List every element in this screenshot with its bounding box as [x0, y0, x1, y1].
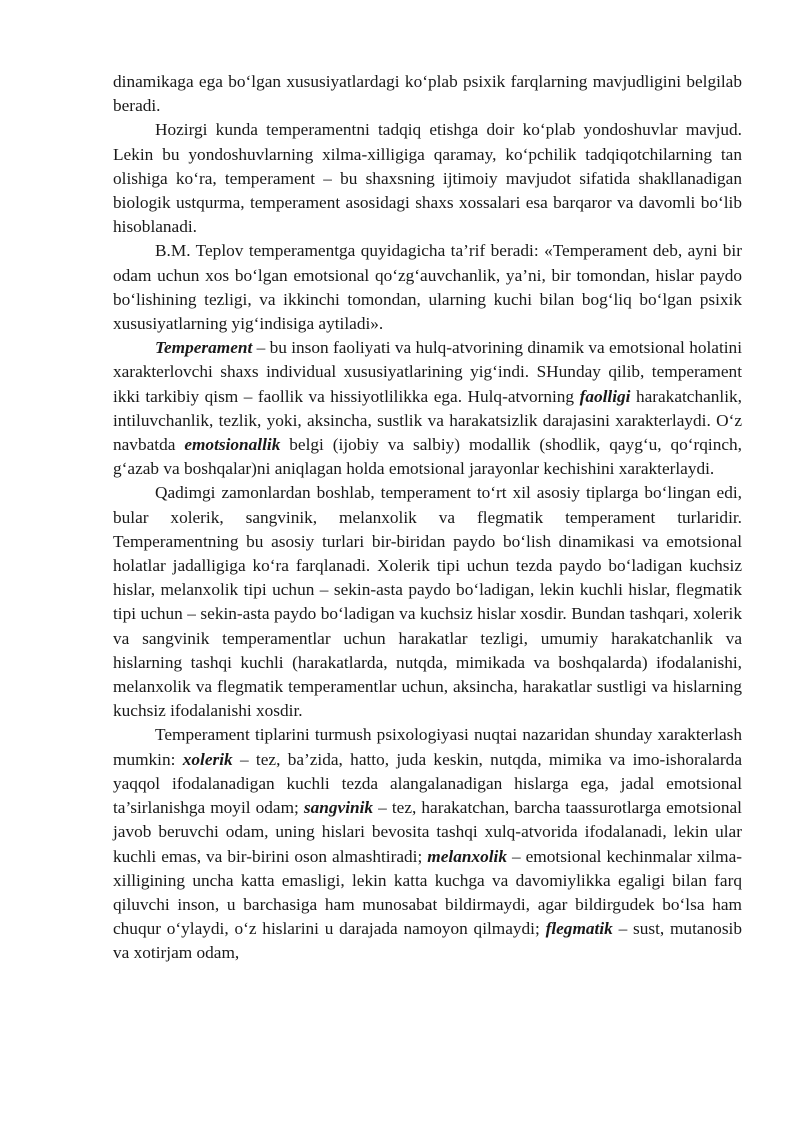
emphasized-term: faolligi	[579, 386, 631, 406]
paragraph-text: – sust, mutanosib va xotirjam odam,	[113, 919, 742, 963]
paragraph-text: harakatchanlik, intiluvchanlik, tezlik, yoki, aksincha, sustlik va harakatsizlik darajasini xarakterlaydi. O‘z navbatda	[113, 386, 742, 455]
paragraph-text: Qadimgi zamonlardan boshlab, temperament to‘rt xil asosiy tiplarga bo‘lingan edi, bular xolerik, sangvinik, melanxolik va flegmatik temperament turlaridir. Temperamentning bu asosiy turlari bir-biridan paydo bo‘lish dinamikasi va emotsional holatlar jadalligiga ko‘ra farqlanadi. Xolerik tipi uchun tezda paydo bo‘ladigan kuchsiz hislar, melanxolik tipi uchun – sekin-asta paydo bo‘ladigan, lekin kuchli hislar, flegmatik tipi uchun – sekin-asta paydo bo‘ladigan va kuchsiz hislar xosdir. Bundan tashqari, xolerik va sangvinik temperamentlar uchun harakatlar tezligi, umumiy harakatchanlik va hislarning tashqi kuchli (harakatlarda, nutqda, mimikada va boshqalarda) ifodalanishi, melanxolik va flegmatik temperamentlar uchun, aksincha, harakatlar sustligi va hislarning kuchsiz ifodalanishi xosdir.	[113, 483, 742, 721]
paragraph	[113, 723, 742, 965]
emphasized-term: Temperament	[155, 338, 253, 358]
paragraph	[113, 239, 742, 336]
emphasized-term: sangvinik	[303, 798, 374, 818]
paragraph-text: dinamikaga ega bo‘lgan xususiyatlardagi ko‘plab psixik farqlarning mavjudligini belgilab beradi.	[113, 72, 742, 116]
paragraph-text: – tez, ba’zida, hatto, juda keskin, nutqda, mimika va imo-ishoralarda yaqqol ifodalanadigan kuchli tezda alangalanadigan hislarga ega, jadal emotsional ta’sirlanishga moyil odam;	[113, 749, 742, 818]
paragraph	[113, 481, 742, 723]
emphasized-term: flegmatik	[545, 919, 613, 939]
emphasized-term: emotsionallik	[184, 435, 281, 455]
paragraph-text: – bu inson faoliyati va hulq-atvorining dinamik va emotsional holatini xarakterlovchi shaxs individual xususiyatlarining yig‘indi. SHunday qilib, temperament ikki tarkibiy qism – faollik va hissiyotlilikka ega. Hulq-atvorning	[113, 338, 742, 406]
paragraph-text: Temperament tiplarini turmush psixologiyasi nuqtai nazaridan shunday xarakterlash mumkin:	[113, 725, 742, 769]
emphasized-term: melanxolik	[427, 846, 507, 866]
paragraph	[113, 336, 742, 481]
document-page	[113, 70, 742, 966]
emphasized-term: xolerik	[182, 749, 233, 769]
paragraph-text: belgi (ijobiy va salbiy) modallik (shodlik, qayg‘u, qo‘rqinch, g‘azab va boshqalar)ni aniqlagan holda emotsional jarayonlar kechishini xarakterlaydi.	[113, 435, 742, 479]
paragraph-text: – tez, harakatchan, barcha taassurotlarga emotsional javob beruvchi odam, uning hislari bevosita tashqi xulq-atvorida ifodalanadi, lekin ular kuchli emas, va bir-birini oson almashtiradi;	[113, 798, 742, 866]
paragraph-text: Hozirgi kunda temperamentni tadqiq etishga doir ko‘plab yondoshuvlar mavjud. Lekin bu yondoshuvlarning xilma-xilligiga qaramay, ko‘pchilik tadqiqotchilarning tan olishiga ko‘ra, temperament – bu shaxsning ijtimoiy mavjudot sifatida shakllanadigan biologik ustqurma, temperament asosidagi shaxs xossalari esa barqaror va davomli bo‘lib hisoblanadi.	[113, 120, 742, 237]
paragraph-text: – emotsional kechinmalar xilma-xilligining uncha katta emasligi, lekin katta kuchga va davomiylikka egaligi bilan farq qiluvchi inson, u barchasiga ham munosabat bildirmaydi, agar bildirgudek bo‘lsa ham chuqur o‘ylaydi, o‘z hislarini u darajada namoyon qilmaydi;	[113, 846, 742, 939]
paragraph	[113, 70, 742, 118]
paragraph-text: B.M. Teplov temperamentga quyidagicha ta’rif beradi: «Temperament deb, ayni bir odam uchun xos bo‘lgan emotsional qo‘zg‘auvchanlik, ya’ni, bir tomondan, hislar paydo bo‘lishining tezligi, va ikkinchi tomondan, ularning kuchi bilan bog‘liq bo‘lgan psixik xususiyatlarning yig‘indisiga aytiladi».	[113, 241, 742, 334]
paragraph	[113, 118, 742, 239]
